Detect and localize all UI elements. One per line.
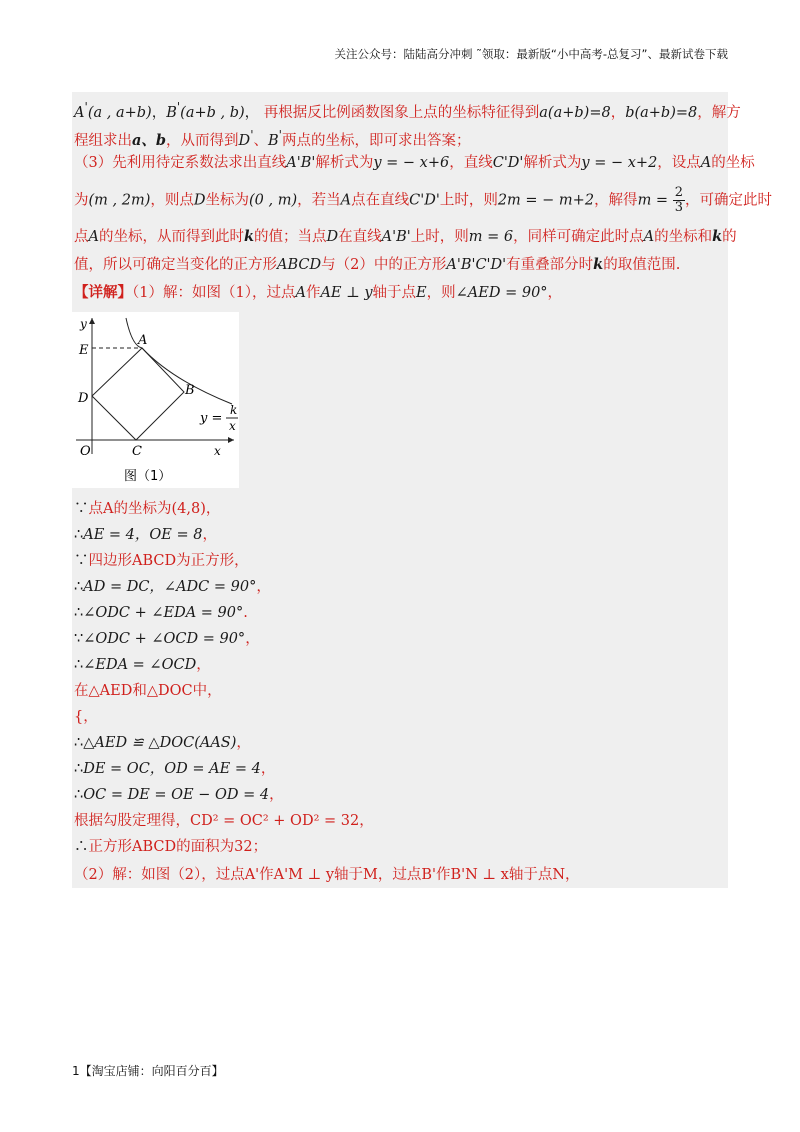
label-d: D (78, 391, 89, 406)
proof-line-3: ∵四边形ABCD为正方形， (74, 553, 249, 569)
hyperbola-curve (126, 318, 232, 404)
label-a: A (138, 333, 148, 348)
proof-line-12: ∴OC = DE = OE − OD = 4， (74, 787, 284, 803)
func-num: k (230, 403, 238, 417)
proof-line-15: （2）解：如图（2），过点A'作A'M ⊥ y轴于M，过点B'作B'N ⊥ x轴于点N， (74, 867, 580, 883)
text-line-6: 值，所以可确定当变化的正方形ABCD与（2）中的正方形A'B'C'D'有重叠部分时k的取值范围. (74, 256, 681, 273)
figure-caption: 图（1） (124, 469, 172, 484)
proof-line-13: 根据勾股定理得，CD² = OC² + OD² = 32， (74, 813, 374, 829)
label-b: B (185, 383, 195, 398)
func-den: x (229, 419, 236, 433)
fraction-two-thirds: $\frac{2}{3}$ (674, 185, 683, 215)
label-c: C (132, 444, 142, 459)
text-line-7: 【详解】（1）解：如图（1），过点A作AE ⊥ y轴于点E，则∠AED = 90°， (74, 284, 563, 301)
proof-line-11: ∴DE = OC，OD = AE = 4， (74, 761, 276, 777)
proof-line-4: ∴AD = DC，∠ADC = 90°， (74, 579, 271, 595)
proof-line-8: 在△AED和△DOC中， (74, 683, 222, 699)
text-line-4: 为(m , 2m)，则点D坐标为(0 , m)，若当A点在直线C'D'上时，则2m = − m+2，解得m = $\frac{2}{3}$ ，可确定此时 (74, 185, 772, 215)
proof-line-1: ∵点A的坐标为(4,8)， (74, 501, 221, 517)
text-line-2: 程组求出a、b，从而得到D'、B'两点的坐标，即可求出答案； (74, 128, 471, 149)
text-line-3: （3）先利用待定系数法求出直线A'B'解析式为y = − x+6，直线C'D'解析式为y = − x+2，设点A的坐标 (74, 155, 755, 171)
label-x: x (214, 444, 221, 458)
func-label: y = (200, 411, 223, 426)
proof-line-10: ∴△AED ≌ △DOC(AAS)， (74, 735, 251, 751)
label-y: y (80, 317, 87, 331)
text-line-5: 点A的坐标，从而得到此时k的值；当点D在直线A'B'上时，则m = 6，同样可确定此时点A的坐标和k的 (74, 228, 737, 245)
figure-1-diagram (72, 312, 239, 488)
proof-line-7: ∴∠EDA = ∠OCD， (74, 657, 211, 673)
page-header: 关注公众号：陆陆高分冲刺 ˜领取：最新版“小中高考-总复习”、最新试卷下载 (334, 47, 728, 61)
proof-line-14: ∴正方形ABCD的面积为32； (74, 839, 268, 855)
solution-block (72, 92, 772, 888)
text-line-1: A'(a , a+b)，B'(a+b , b)， 再根据反比例函数图象上点的坐标特征得到a(a+b)=8，b(a+b)=8，解方 (74, 100, 741, 121)
proof-line-5: ∴∠ODC + ∠EDA = 90°. (74, 605, 248, 621)
figure-1 (72, 312, 239, 488)
label-e: E (79, 343, 89, 358)
page-footer: 1【淘宝店铺：向阳百分百】 (72, 1064, 224, 1078)
label-o: O (80, 444, 91, 459)
square-abcd (92, 348, 184, 440)
proof-line-2: ∴AE = 4，OE = 8， (74, 527, 217, 543)
proof-line-6: ∵∠ODC + ∠OCD = 90°， (74, 631, 260, 647)
proof-line-9: {， (74, 709, 98, 725)
